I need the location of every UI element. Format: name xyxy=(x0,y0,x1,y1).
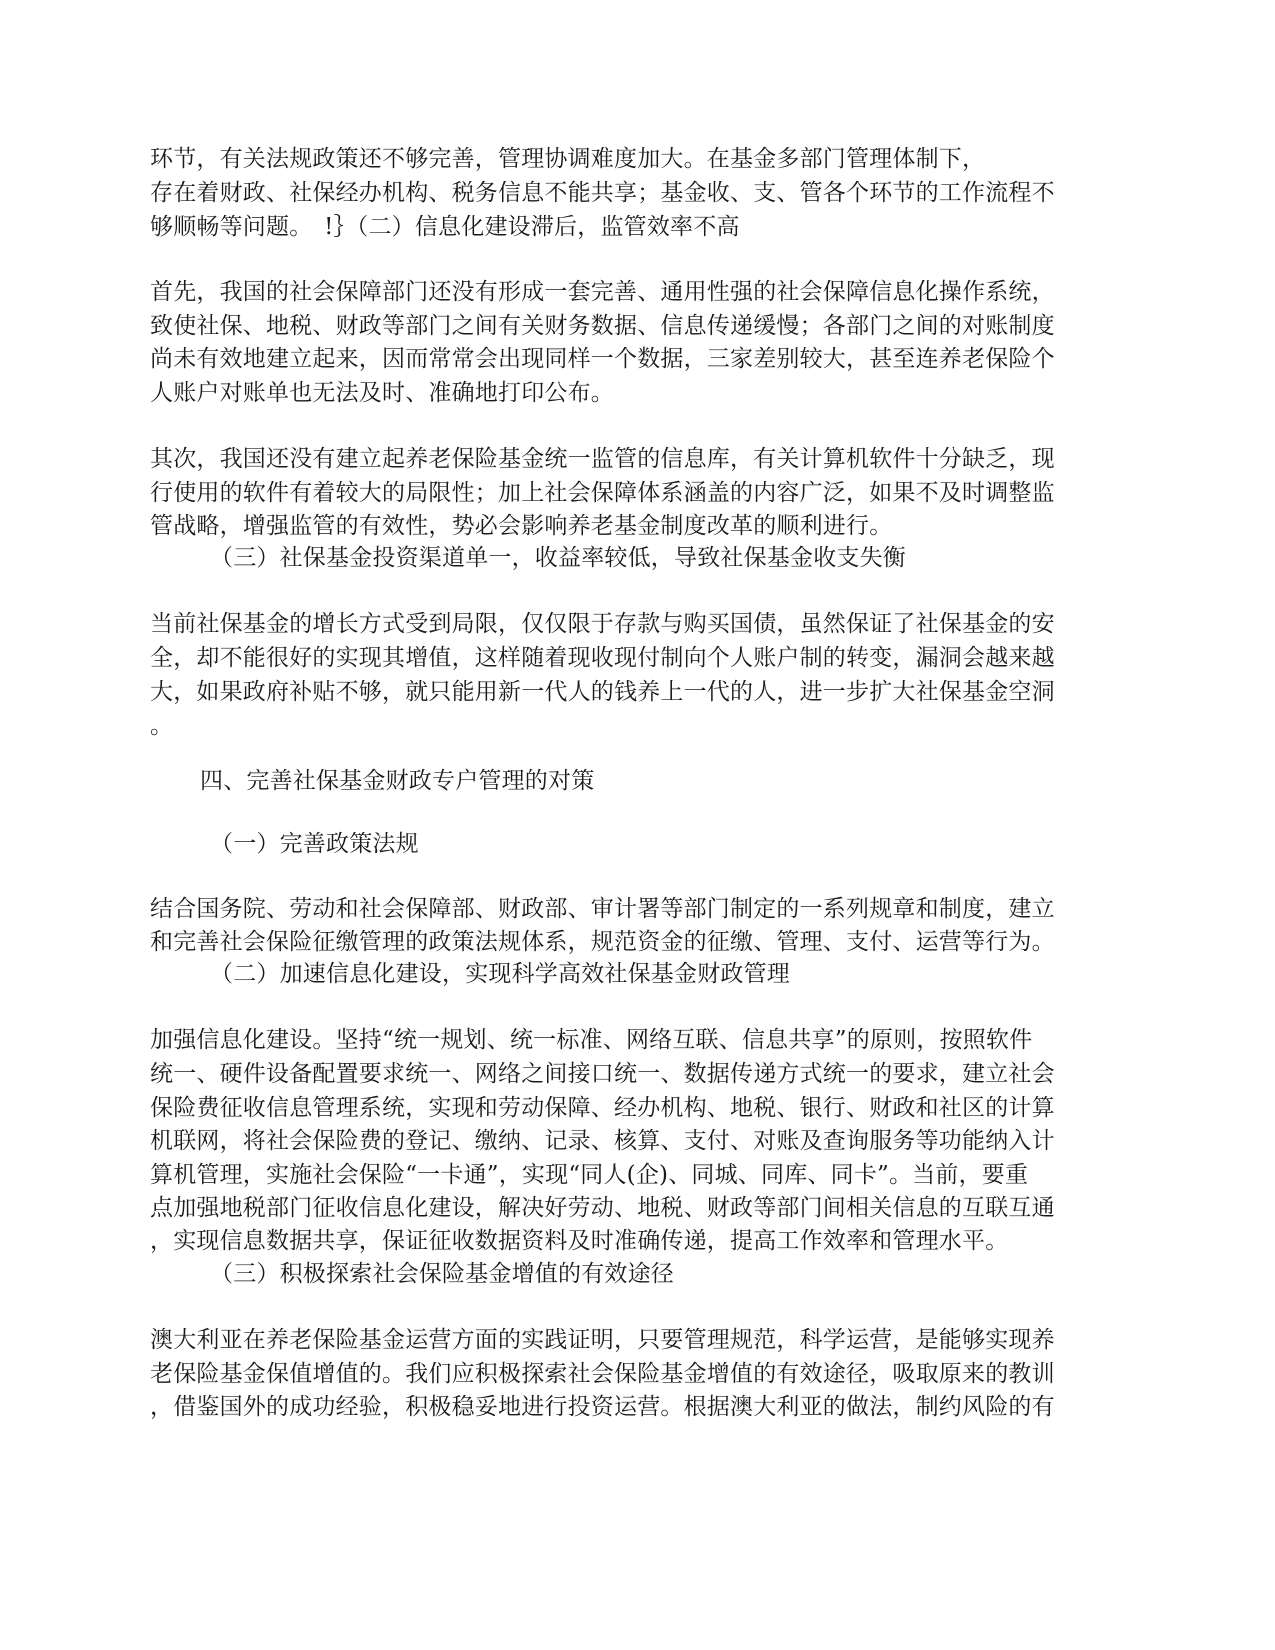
text-line: 加强信息化建设。坚持“统一规划、统一标准、网络互联、信息共享”的原则，按照软件 xyxy=(150,1027,1033,1053)
section-heading: （二）加速信息化建设，实现科学高效社保基金财政管理 xyxy=(210,961,790,987)
text-line: 管战略，增强监管的有效性，势必会影响养老基金制度改革的顺利进行。 xyxy=(150,513,893,539)
section-heading: 四、完善社保基金财政专户管理的对策 xyxy=(200,768,595,794)
text-line: 结合国务院、劳动和社会保障部、财政部、审计署等部门制定的一系列规章和制度，建立 xyxy=(150,896,1055,922)
text-line: 人账户对账单也无法及时、准确地打印公布。 xyxy=(150,380,614,406)
text-line: 尚未有效地建立起来，因而常常会出现同样一个数据，三家差别较大，甚至连养老保险个 xyxy=(150,346,1055,372)
text-line: 大，如果政府补贴不够，就只能用新一代人的钱养上一代的人，进一步扩大社保基金空洞 xyxy=(150,679,1055,705)
text-line: 算机管理，实施社会保险“一卡通”，实现“同人(企)、同城、同库、同卡”。当前，要重 xyxy=(150,1162,1029,1188)
text-line: 和完善社会保险征缴管理的政策法规体系，规范资金的征缴、管理、支付、运营等行为。 xyxy=(150,929,1055,955)
text-line: 保险费征收信息管理系统，实现和劳动保障、经办机构、地税、银行、财政和社区的计算 xyxy=(150,1095,1055,1121)
text-line: ，实现信息数据共享，保证征收数据资料及时准确传递，提高工作效率和管理水平。 xyxy=(150,1228,1009,1254)
text-line: 致使社保、地税、财政等部门之间有关财务数据、信息传递缓慢；各部门之间的对账制度 xyxy=(150,313,1055,339)
text-line: 机联网，将社会保险费的登记、缴纳、记录、核算、支付、对账及查询服务等功能纳入计 xyxy=(150,1128,1055,1154)
text-line: 其次，我国还没有建立起养老保险基金统一监管的信息库，有关计算机软件十分缺乏，现 xyxy=(150,446,1055,472)
text-line: 老保险基金保值增值的。我们应积极探索社会保险基金增值的有效途径，吸取原来的教训 xyxy=(150,1361,1055,1387)
text-line: 行使用的软件有着较大的局限性；加上社会保障体系涵盖的内容广泛，如果不及时调整监 xyxy=(150,480,1055,506)
text-line: 澳大利亚在养老保险基金运营方面的实践证明，只要管理规范，科学运营，是能够实现养 xyxy=(150,1327,1055,1353)
text-line: 全，却不能很好的实现其增值，这样随着现收现付制向个人账户制的转变，漏洞会越来越 xyxy=(150,645,1055,671)
section-heading: （一）完善政策法规 xyxy=(210,831,419,857)
text-line: 存在着财政、社保经办机构、税务信息不能共享；基金收、支、管各个环节的工作流程不 xyxy=(150,180,1055,206)
text-line: 。 xyxy=(150,713,174,739)
text-line: 当前社保基金的增长方式受到局限，仅仅限于存款与购买国债，虽然保证了社保基金的安 xyxy=(150,611,1055,637)
text-line: 够顺畅等问题。 !｝（二）信息化建设滞后，监管效率不高 xyxy=(150,214,740,240)
text-line: ，借鉴国外的成功经验，积极稳妥地进行投资运营。根据澳大利亚的做法，制约风险的有 xyxy=(150,1394,1055,1420)
section-heading: （三）社保基金投资渠道单一，收益率较低，导致社保基金收支失衡 xyxy=(210,545,906,571)
section-heading: （三）积极探索社会保险基金增值的有效途径 xyxy=(210,1261,674,1287)
text-line: 环节，有关法规政策还不够完善，管理协调难度加大。在基金多部门管理体制下， xyxy=(150,146,986,172)
text-line: 统一、硬件设备配置要求统一、网络之间接口统一、数据传递方式统一的要求，建立社会 xyxy=(150,1061,1055,1087)
text-line: 点加强地税部门征收信息化建设，解决好劳动、地税、财政等部门间相关信息的互联互通 xyxy=(150,1195,1055,1221)
text-line: 首先，我国的社会保障部门还没有形成一套完善、通用性强的社会保障信息化操作系统， xyxy=(150,279,1055,305)
